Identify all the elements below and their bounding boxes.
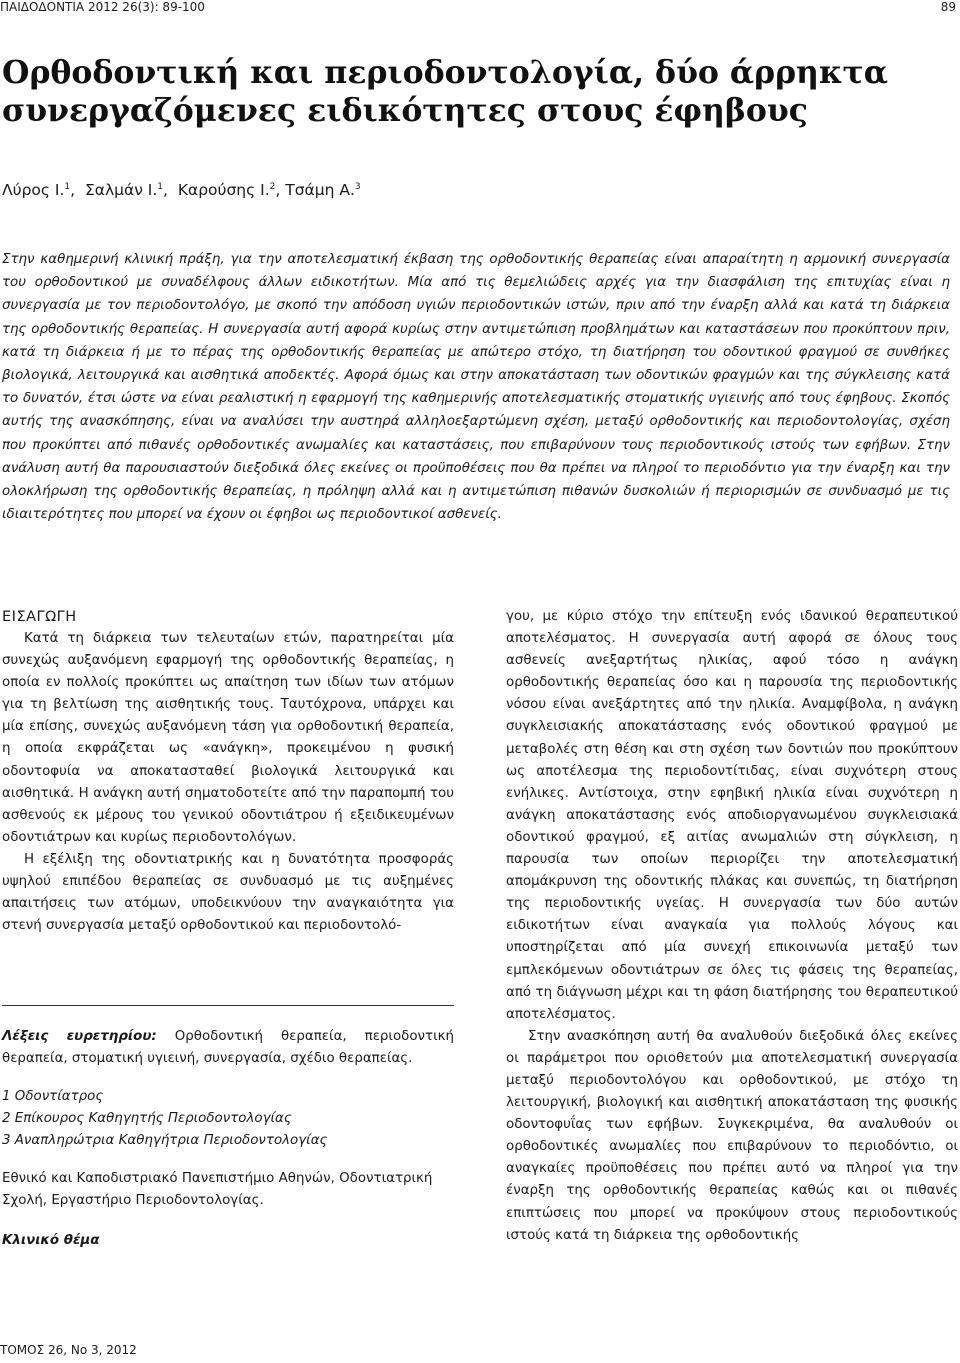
right-column (506, 606, 958, 1247)
body-paragraph: Κατά τη διάρκεια των τελευταίων ετών, παρατηρείται μία συνεχώς αυξανόμενη εφαρμογή της ορθοδοντικής θεραπείας, η οποία εν πολλοίς προκύπτει ως απαίτηση των ιδίων των ατόμων για τη βελτίωση της αισθητικής τους. Ταυτόχρονα, υπάρχει και μία επίσης, συνεχώς αυξανόμενη τάση για ορθοδοντική θεραπεία, η οποία εκφράζεται ως «ανάγκη», προκειμένου η φυσική οδοντοφυία να αποκατασταθεί βιολογικά λειτουργικά και αισθητικά. Η ανάγκη αυτή σηματοδοτείτε από την παραπομπή του ασθενούς εκ μέρους του γενικού οδοντιάτρου ή εξειδικευμένων οδοντιάτρων και κυρίως περιοδοντολόγων. (2, 631, 454, 845)
keywords (2, 1026, 454, 1070)
footnote-divider (2, 1005, 454, 1006)
affiliation-item: 2 Επίκουρος Καθηγητής Περιοδοντολογίας (2, 1111, 292, 1126)
footer-volume: ΤΟΜΟΣ 26, Νο 3, 2012 (0, 1343, 137, 1357)
body-paragraph: Στην ανασκόπηση αυτή θα αναλυθούν διεξοδικά όλες εκείνες οι παράμετροι που οριοθετούν μια αποτελεσματική συνεργασία μεταξύ περιοδοντολόγου και ορθοδοντικού, με στόχο τη λειτουργική, βιολογική και αισθητική αποκατάσταση της φυσικής οδοντοφυΐας των εφήβων. Συγκεκριμένα, θα αναλυθούν οι ορθοδοντικές ανωμαλίες που επιβαρύνουν το περιοδόντιο, οι αναγκαίες προϋποθέσεις που πρέπει αυτό να πληροί για την έναρξη της ορθοδοντικής θεραπείας καθώς και οι πιθανές επιπτώσεις που μπορεί να προκύψουν στους περιοδοντικούς ιστούς κατά τη διάρκεια της ορθοδοντικής (506, 1028, 958, 1243)
author-list (2, 181, 942, 199)
journal-citation: ΠΑΙΔΟΔΟΝΤΙΑ 2012 26(3): 89-100 (0, 0, 205, 14)
running-head (0, 0, 960, 18)
author: Τσάμη Α.$^3$ (285, 181, 361, 199)
footnotes (2, 1026, 454, 1252)
affiliation-item: 3 Αναπληρώτρια Καθηγήτρια Περιοδοντολογίας (2, 1133, 328, 1148)
author: Σαλμάν Ι.$^1$, (84, 181, 178, 199)
article-title: Ορθοδοντική και περιοδοντολογία, δύο άρρηκτα συνεργαζόμενες ειδικότητες στους έφηβους (2, 54, 888, 129)
keywords-label: Λέξεις ευρετηρίου: (2, 1029, 157, 1044)
author: Λύρος Ι.$^1$, (2, 181, 85, 199)
section-heading-introduction: ΕΙΣΑΓΩΓΗ (2, 609, 77, 625)
affiliation-item: 1 Οδοντίατρος (2, 1089, 104, 1104)
body-paragraph: Η εξέλιξη της οδοντιατρικής και η δυνατότητα προσφοράς υψηλού επιπέδου θεραπείας σε συνδυασμό με τις αυξημένες απαιτήσεις των ατόμων, υποδεικνύουν την αναγκαιότητα για στενή συνεργασία μεταξύ ορθοδοντικού και περιοδοντολό- (2, 851, 454, 934)
abstract: Στην καθημερινή κλινική πράξη, για την αποτελεσματική έκβαση της ορθοδοντικής θεραπείας είναι απαραίτητη η αρμονική συνεργασία του ορθοδοντικού με συναδέλφους άλλων ειδικοτήτων. Μία από τις θεμελιώδεις αρχές για την διασφάλιση της επιτυχίας είναι η συνεργασία με τον περιοδοντολόγο, με σκοπό την απόδοση υγιών περιοδοντικών ιστών, πριν από την έναρξη αλλά και κατά τη διάρκεια της ορθοδοντικής θεραπείας. Η συνεργασία αυτή αφορά κυρίως στην αντιμετώπιση προβλημάτων και καταστάσεων που προκύπτουν πριν, κατά τη διάρκεια ή με το πέρας της ορθοδοντικής θεραπείας με απώτερο στόχο, τη διατήρηση του οδοντικού φραγμού σε συνθήκες βιολογικά, λειτουργικά και αισθητικά αποδεκτές. Αφορά όμως και στην αποκατάσταση των οδοντικών φραγμών και της σύγκλεισης κατά το δυνατόν, έτσι ώστε να είναι ρεαλιστική η εφαρμογή της καθημερινής αποτελεσματικής στοματικής υγιεινής από τους έφηβους. Σκοπός αυτής της ανασκόπησης, είναι να αναλύσει την αυστηρά αλληλοεξαρτώμενη σχέση, μεταξύ ορθοδοντικής και περιοδοντολογίας, σχέση που προκύπτει από πιθανές ορθοδοντικές ανωμαλίες και καταστάσεις, που επιβαρύνουν τους περιοδοντικούς ιστούς των εφήβων. Στην ανάλυση αυτή θα παρουσιαστούν διεξοδικά όλες εκείνες οι προϋποθέσεις που θα πρέπει να πληροί το περιοδόντιο για την έναρξη και την ολοκλήρωση της ορθοδοντικής θεραπείας, η πρόληψη αλλά και η αντιμετώπιση πιθανών δυσκολιών ή περιορισμών σε συνδυασμό με τις ιδιαιτερότητες που μπορεί να έχουν οι έφηβοι ως περιοδοντικοί ασθενείς. (2, 252, 950, 523)
author: Καρούσης Ι.$^2$, (177, 181, 286, 199)
institution: Εθνικό και Καποδιστριακό Πανεπιστήμιο Αθηνών, Οδοντιατρική Σχολή, Εργαστήριο Περιοδοντολογίας. (2, 1171, 433, 1208)
article-type: Κλινικό θέμα (2, 1233, 100, 1248)
page-number: 89 (940, 0, 956, 14)
left-column (2, 606, 454, 937)
keywords-text: Ορθοδοντική θεραπεία, περιοδοντική θεραπεία, στοματική υγιεινή, συνεργασία, σχέδιο θεραπείας. (2, 1029, 454, 1066)
affiliation-list (2, 1086, 454, 1152)
body-paragraph: γου, με κύριο στόχο την επίτευξη ενός ιδανικού θεραπευτικού αποτελέσματος. Η συνεργασία αυτή αφορά σε όλους τους ασθενείς ανεξαρτήτως ηλικίας, αφού τόσο η ανάγκη ορθοδοντικής θεραπείας όσο και η παρουσία της περιοδοντικής νόσου είναι ανεξάρτητες από την ηλικία. Αναμφίβολα, η ανάγκη συγκλεισιακής αποκατάστασης ενός οδοντικού φραγμού με μεταβολές στη θέση και στη σχέση των δοντιών που προκύπτουν ως αποτέλεσμα της περιοδοντίτιδας, είναι συχνότερη στους ενήλικες. Αντίστοιχα, στην εφηβική ηλικία είναι συχνότερη η ανάγκη αποκατάστασης ενός αποδιοργανωμένου συγκλεισιακά οδοντικού φραγμού, εξ αιτίας ανωμαλιών στη σύγκλειση, η παρουσία των οποίων περιορίζει την αποτελεσματική απομάκρυνση της οδοντικής πλάκας και συνεπώς, τη διατήρηση της περιοδοντικής υγείας. Η συνεργασία των δύο αυτών ειδικοτήτων είναι αναγκαία για πολλούς λόγους και υποστηρίζεται από μία συνεχή επικοινωνία μεταξύ των εμπλεκόμενων οδοντιάτρων σε όλες τις φάσεις της θεραπείας, από τη διάγνωση μέχρι και τη φάση διατήρησης του θεραπευτικού αποτελέσματος. (506, 609, 958, 1022)
